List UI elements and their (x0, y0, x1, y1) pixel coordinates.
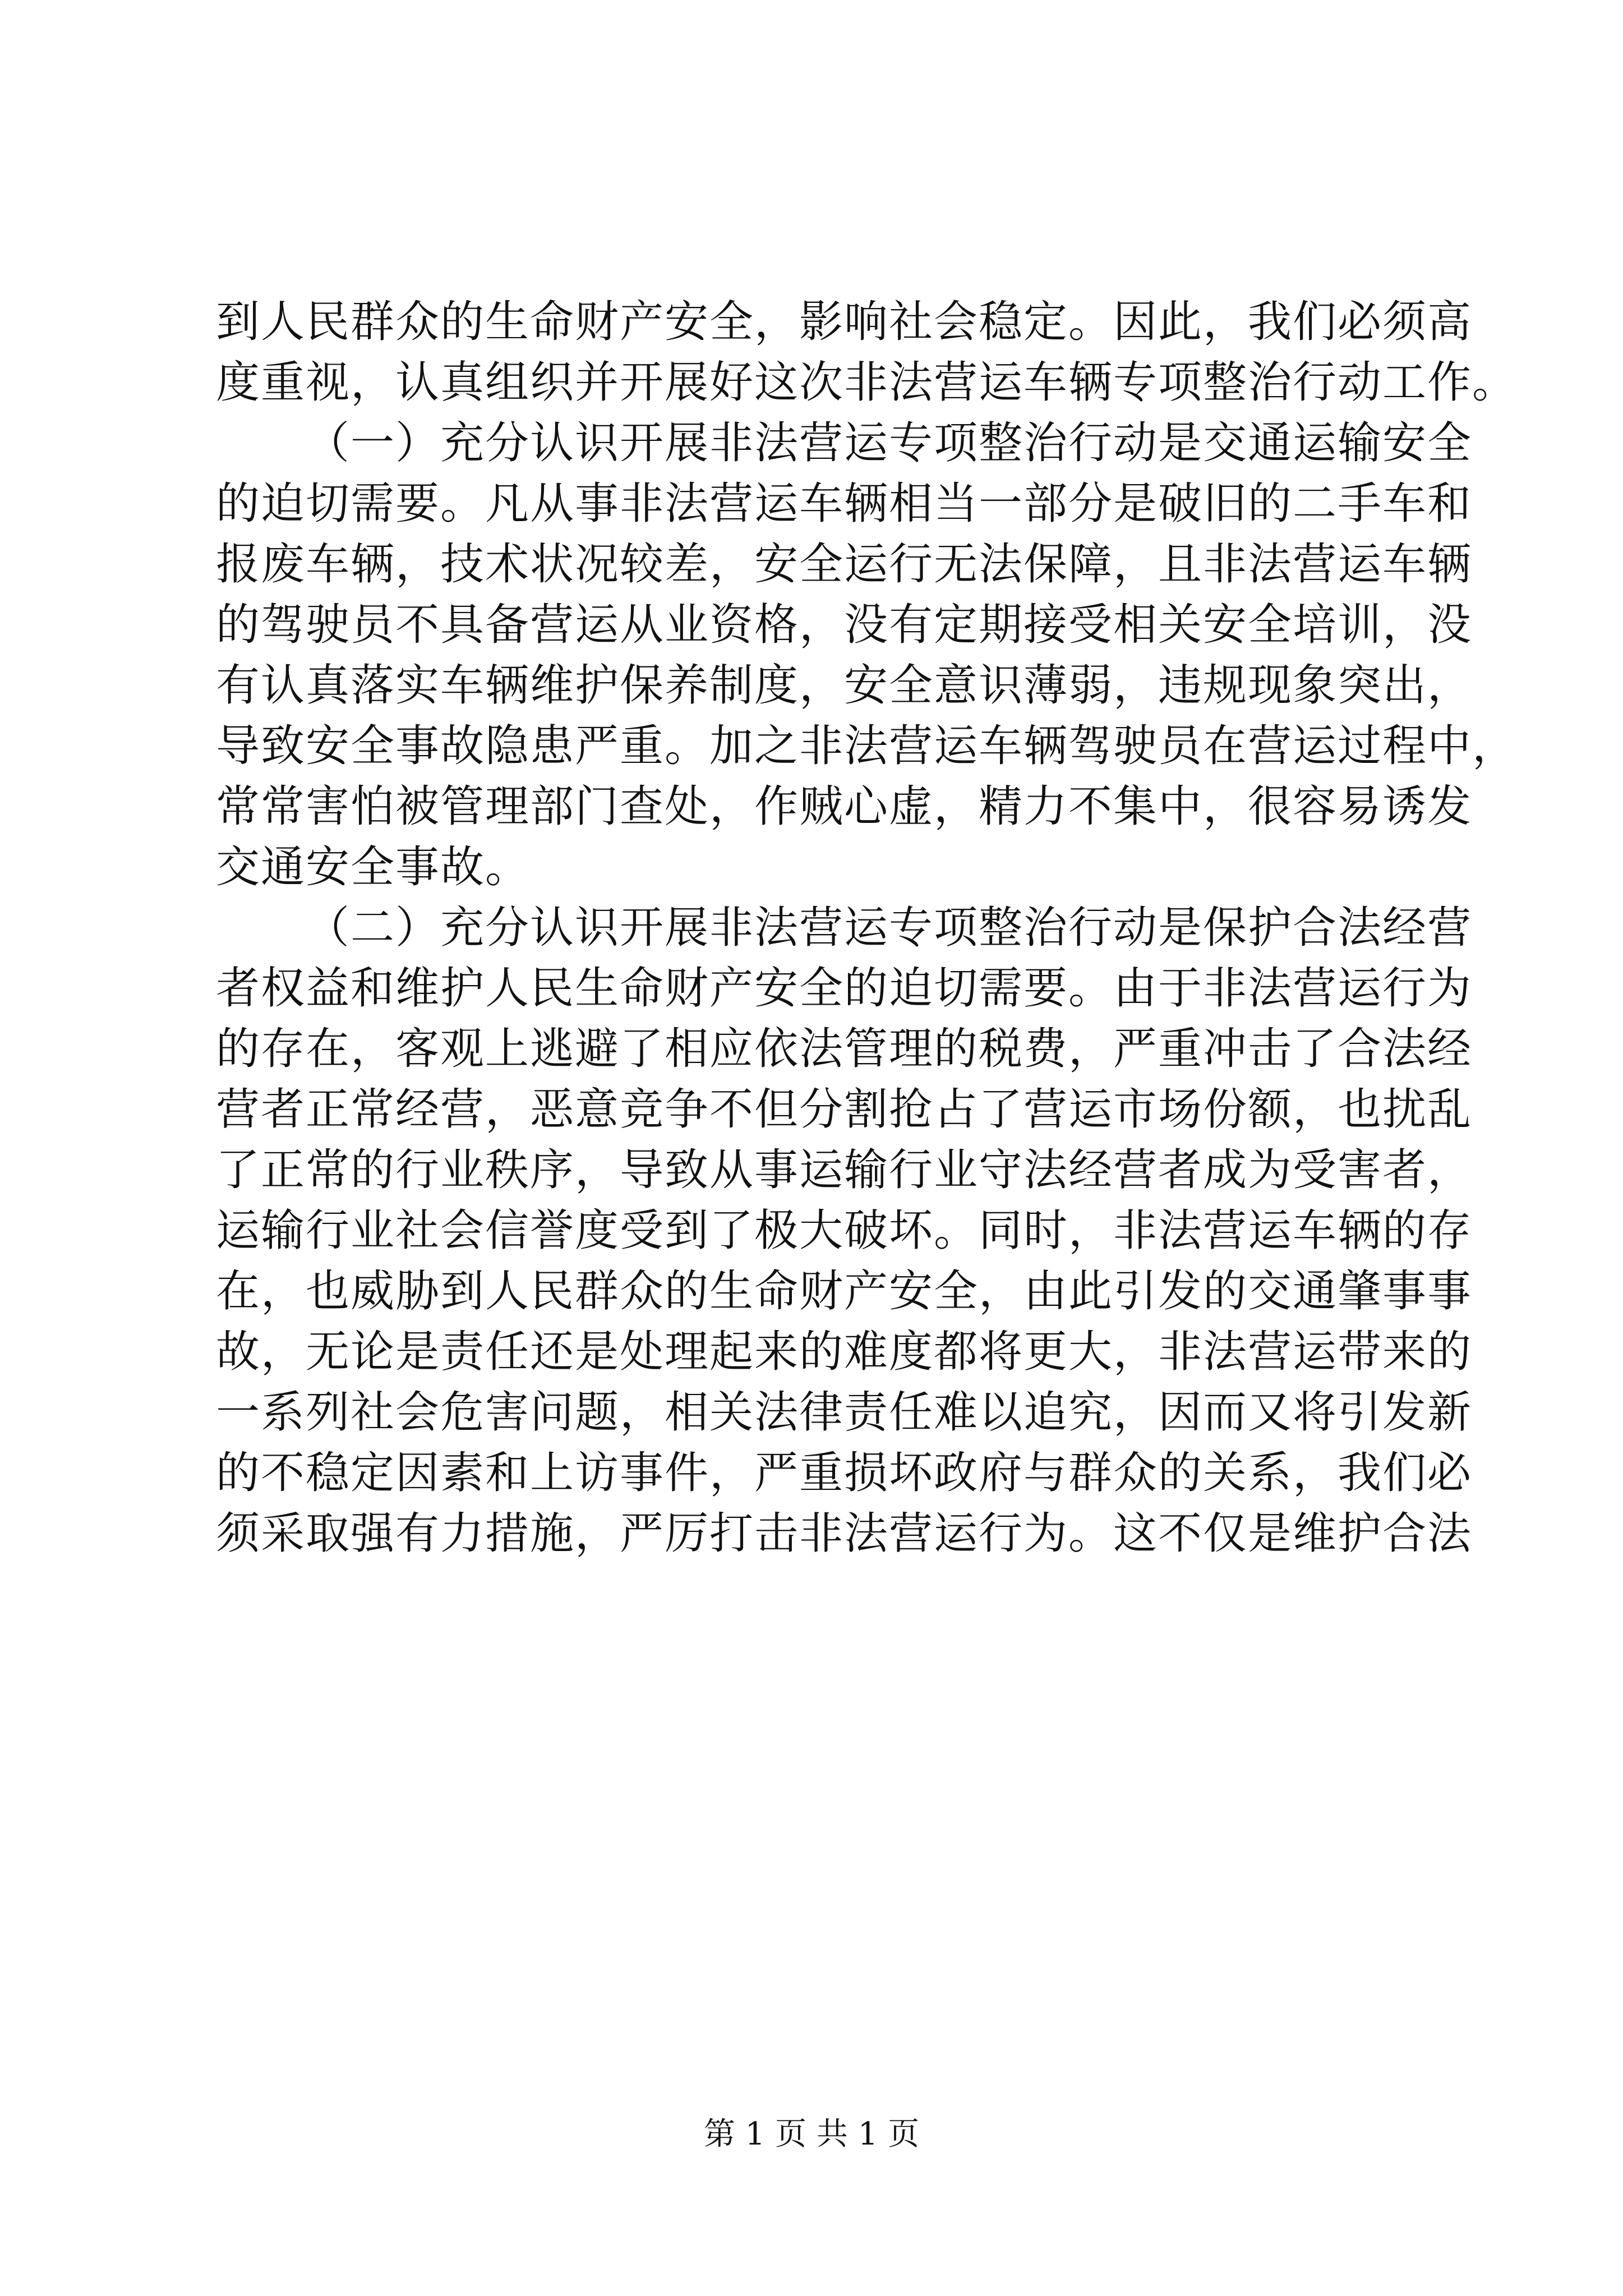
text-line: 故，无论是责任还是处理起来的难度都将更大，非法营运带来的 (216, 1327, 1473, 1377)
paragraph-start-line: （一）充分认识开展非法营运专项整治行动是交通运输安全 (306, 418, 1473, 468)
text-line: 营者正常经营，恶意竞争不但分割抢占了营运市场份额，也扰乱 (216, 1084, 1473, 1135)
body-text (216, 292, 1518, 1564)
page-number: 第 1 页 共 1 页 (703, 2116, 920, 2152)
text-line: 须采取强有力措施，严厉打击非法营运行为。这不仅是维护合法 (216, 1508, 1473, 1559)
text-line: 导致安全事故隐患严重。加之非法营运车辆驾驶员在营运过程中， (216, 721, 1518, 771)
text-line: 度重视，认真组织并开展好这次非法营运车辆专项整治行动工作。 (216, 357, 1518, 408)
text-line: 运输行业社会信誉度受到了极大破坏。同时，非法营运车辆的存 (216, 1205, 1473, 1256)
text-line: 有认真落实车辆维护保养制度，安全意识薄弱，违规现象突出， (216, 660, 1473, 711)
paragraph-start-line: （二）充分认识开展非法营运专项整治行动是保护合法经营 (306, 903, 1473, 953)
text-line: 的迫切需要。凡从事非法营运车辆相当一部分是破旧的二手车和 (216, 478, 1473, 529)
text-line: 报废车辆，技术状况较差，安全运行无法保障，且非法营运车辆 (216, 539, 1473, 590)
text-line: 的驾驶员不具备营运从业资格，没有定期接受相关安全培训，没 (216, 600, 1473, 650)
text-line: 常常害怕被管理部门查处，作贼心虚，精力不集中，很容易诱发 (216, 781, 1473, 832)
page-footer (0, 2115, 1623, 2154)
text-line: 了正常的行业秩序，导致从事运输行业守法经营者成为受害者， (216, 1145, 1473, 1195)
text-line: 一系列社会危害问题，相关法律责任难以追究，因而又将引发新 (216, 1387, 1473, 1438)
text-line: 的不稳定因素和上访事件，严重损坏政府与群众的关系，我们必 (216, 1448, 1473, 1498)
text-line: 在，也威胁到人民群众的生命财产安全，由此引发的交通肇事事 (216, 1266, 1473, 1317)
text-line: 交通安全事故。 (216, 842, 531, 892)
text-line: 到人民群众的生命财产安全，影响社会稳定。因此，我们必须高 (216, 297, 1473, 347)
text-line: 的存在，客观上逃避了相应依法管理的税费，严重冲击了合法经 (216, 1024, 1473, 1074)
text-line: 者权益和维护人民生命财产安全的迫切需要。由于非法营运行为 (216, 963, 1473, 1014)
